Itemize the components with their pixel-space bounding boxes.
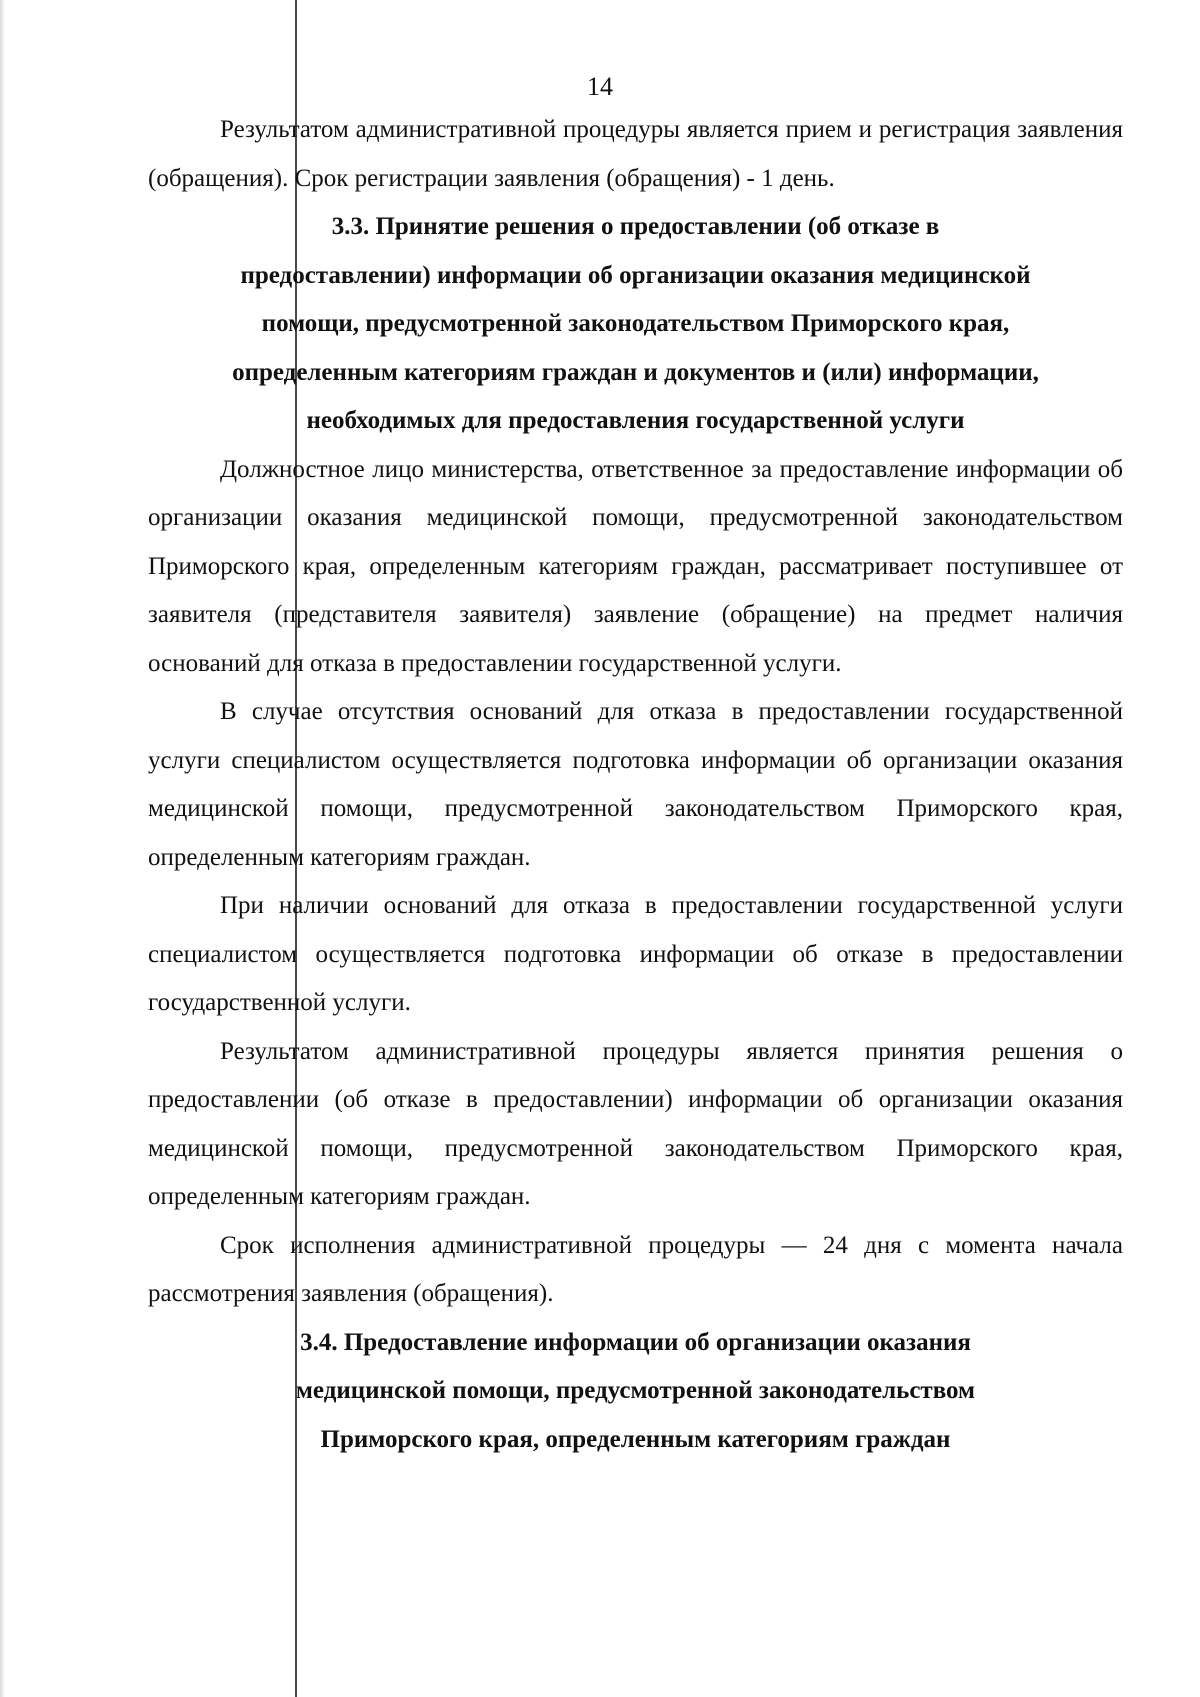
document-body: [148, 106, 1123, 1464]
heading-line: определенным категориям граждан и документов и (или) информации,: [232, 358, 1039, 386]
heading-line: предоставлении) информации об организации оказания медицинской: [240, 261, 1031, 289]
heading-line: необходимых для предоставления государственной услуги: [306, 407, 965, 434]
paragraph-result-decision: Результатом административной процедуры является принятия решения о предоставлении (об отказе в предоставлении) информации об организации оказания медицинской помощи, предусмотренной законодательством Приморского края, определенным категориям граждан.: [148, 1037, 1123, 1210]
scan-edge-shadow: [0, 0, 5, 1697]
paragraph-grounds-refusal: При наличии оснований для отказа в предоставлении государственной услуги специалистом осуществляется подготовка информации об отказе в предоставлении государственной услуги.: [148, 892, 1123, 1016]
paragraph-result-registration: Результатом административной процедуры является прием и регистрация заявления (обращения). Срок регистрации заявления (обращения) - 1 день.: [148, 116, 1123, 192]
heading-line: медицинской помощи, предусмотренной законодательством: [295, 1377, 976, 1404]
section-heading-3-4: [148, 1319, 1123, 1465]
heading-line: помощи, предусмотренной законодательством Приморского края,: [261, 310, 1010, 337]
section-heading-3-3: [148, 203, 1123, 446]
paragraph-execution-term: Срок исполнения административной процедуры — 24 дня с момента начала рассмотрения заявления (обращения).: [148, 1231, 1123, 1307]
heading-line: Приморского края, определенным категориям граждан: [320, 1425, 951, 1453]
paragraph-no-grounds-refusal: В случае отсутствия оснований для отказа в предоставлении государственной услуги специалистом осуществляется подготовка информации об организации оказания медицинской помощи, предусмотренной законодательством Приморского края, определенным категориям граждан.: [148, 698, 1123, 871]
heading-line: 3.4. Предоставление информации об организации оказания: [300, 1328, 971, 1356]
heading-line: 3.3. Принятие решения о предоставлении (об отказе в: [331, 213, 940, 240]
page-number: 14: [587, 72, 613, 101]
paragraph-official-review: Должностное лицо министерства, ответственное за предоставление информации об организации оказания медицинской помощи, предусмотренной законодательством Приморского края, определенным категориям граждан, рассматривает поступившее от заявителя (представителя заявителя) заявление (обращение) на предмет наличия оснований для отказа в предоставлении государственной услуги.: [148, 455, 1123, 677]
